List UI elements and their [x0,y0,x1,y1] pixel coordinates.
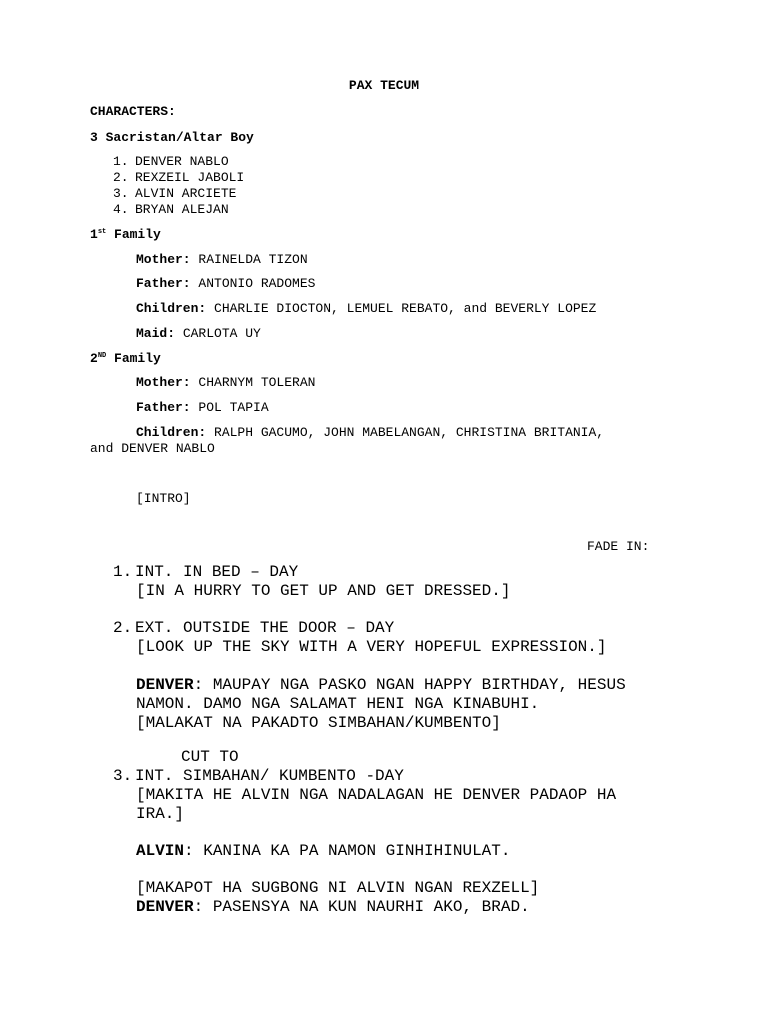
family-1-heading: 1st Family [90,227,161,242]
dialogue-denver-cont: NAMON. DAMO NGA SALAMAT HENI NGA KINABUHI. [136,695,540,713]
page-title: PAX TECUM [348,78,420,93]
scene-2-heading: 2. EXT. OUTSIDE THE DOOR – DAY [113,619,395,637]
fade-in-label: FADE IN: [587,539,650,554]
action-embrace: [MAKAPOT HA SUGBONG NI ALVIN NGAN REXZELL] [136,879,540,897]
cut-to-label: CUT TO [181,748,239,766]
scene-1-action: [IN A HURRY TO GET UP AND GET DRESSED.] [136,582,511,600]
family-2-heading: 2ND Family [90,351,161,366]
dialogue-denver-2: DENVER: PASENSYA NA KUN NAURHI AKO, BRAD. [136,898,530,916]
characters-heading: CHARACTERS: [90,104,176,119]
scene-3-action: [MAKITA HE ALVIN NGA NADALAGAN HE DENVER PADAOP HA [136,786,617,804]
scene-2-action: [LOOK UP THE SKY WITH A VERY HOPEFUL EXPRESSION.] [136,638,607,656]
scene-1-heading: 1. INT. IN BED – DAY [113,563,299,581]
sacristan-heading: 3 Sacristan/Altar Boy [90,130,254,145]
family-1-children: Children: CHARLIE DIOCTON, LEMUEL REBATO, and BEVERLY LOPEZ [136,301,597,316]
scene-3-action-cont: IRA.] [136,805,185,823]
family-2-mother: Mother: CHARNYM TOLERAN [136,375,316,390]
dialogue-alvin: ALVIN: KANINA KA PA NAMON GINHIHINULAT. [136,842,511,860]
family-1-maid: Maid: CARLOTA UY [136,326,261,341]
list-item: 2. REXZEIL JABOLI [113,170,245,185]
family-1-mother: Mother: RAINELDA TIZON [136,252,308,267]
family-2-father: Father: POL TAPIA [136,400,269,415]
dialogue-denver: DENVER: MAUPAY NGA PASKO NGAN HAPPY BIRTHDAY, HESUS [136,676,626,694]
scene-3-heading: 3. INT. SIMBAHAN/ KUMBENTO -DAY [113,767,404,785]
list-item: 3. ALVIN ARCIETE [113,186,237,201]
family-2-children: Children: RALPH GACUMO, JOHN MABELANGAN, CHRISTINA BRITANIA, [136,425,605,440]
family-2-children-cont: and DENVER NABLO [90,441,215,456]
list-item: 4. BRYAN ALEJAN [113,202,229,217]
intro-label: [INTRO] [136,491,191,506]
list-item: 1. DENVER NABLO [113,154,229,169]
dialogue-denver-action: [MALAKAT NA PAKADTO SIMBAHAN/KUMBENTO] [136,714,501,732]
family-1-father: Father: ANTONIO RADOMES [136,276,316,291]
